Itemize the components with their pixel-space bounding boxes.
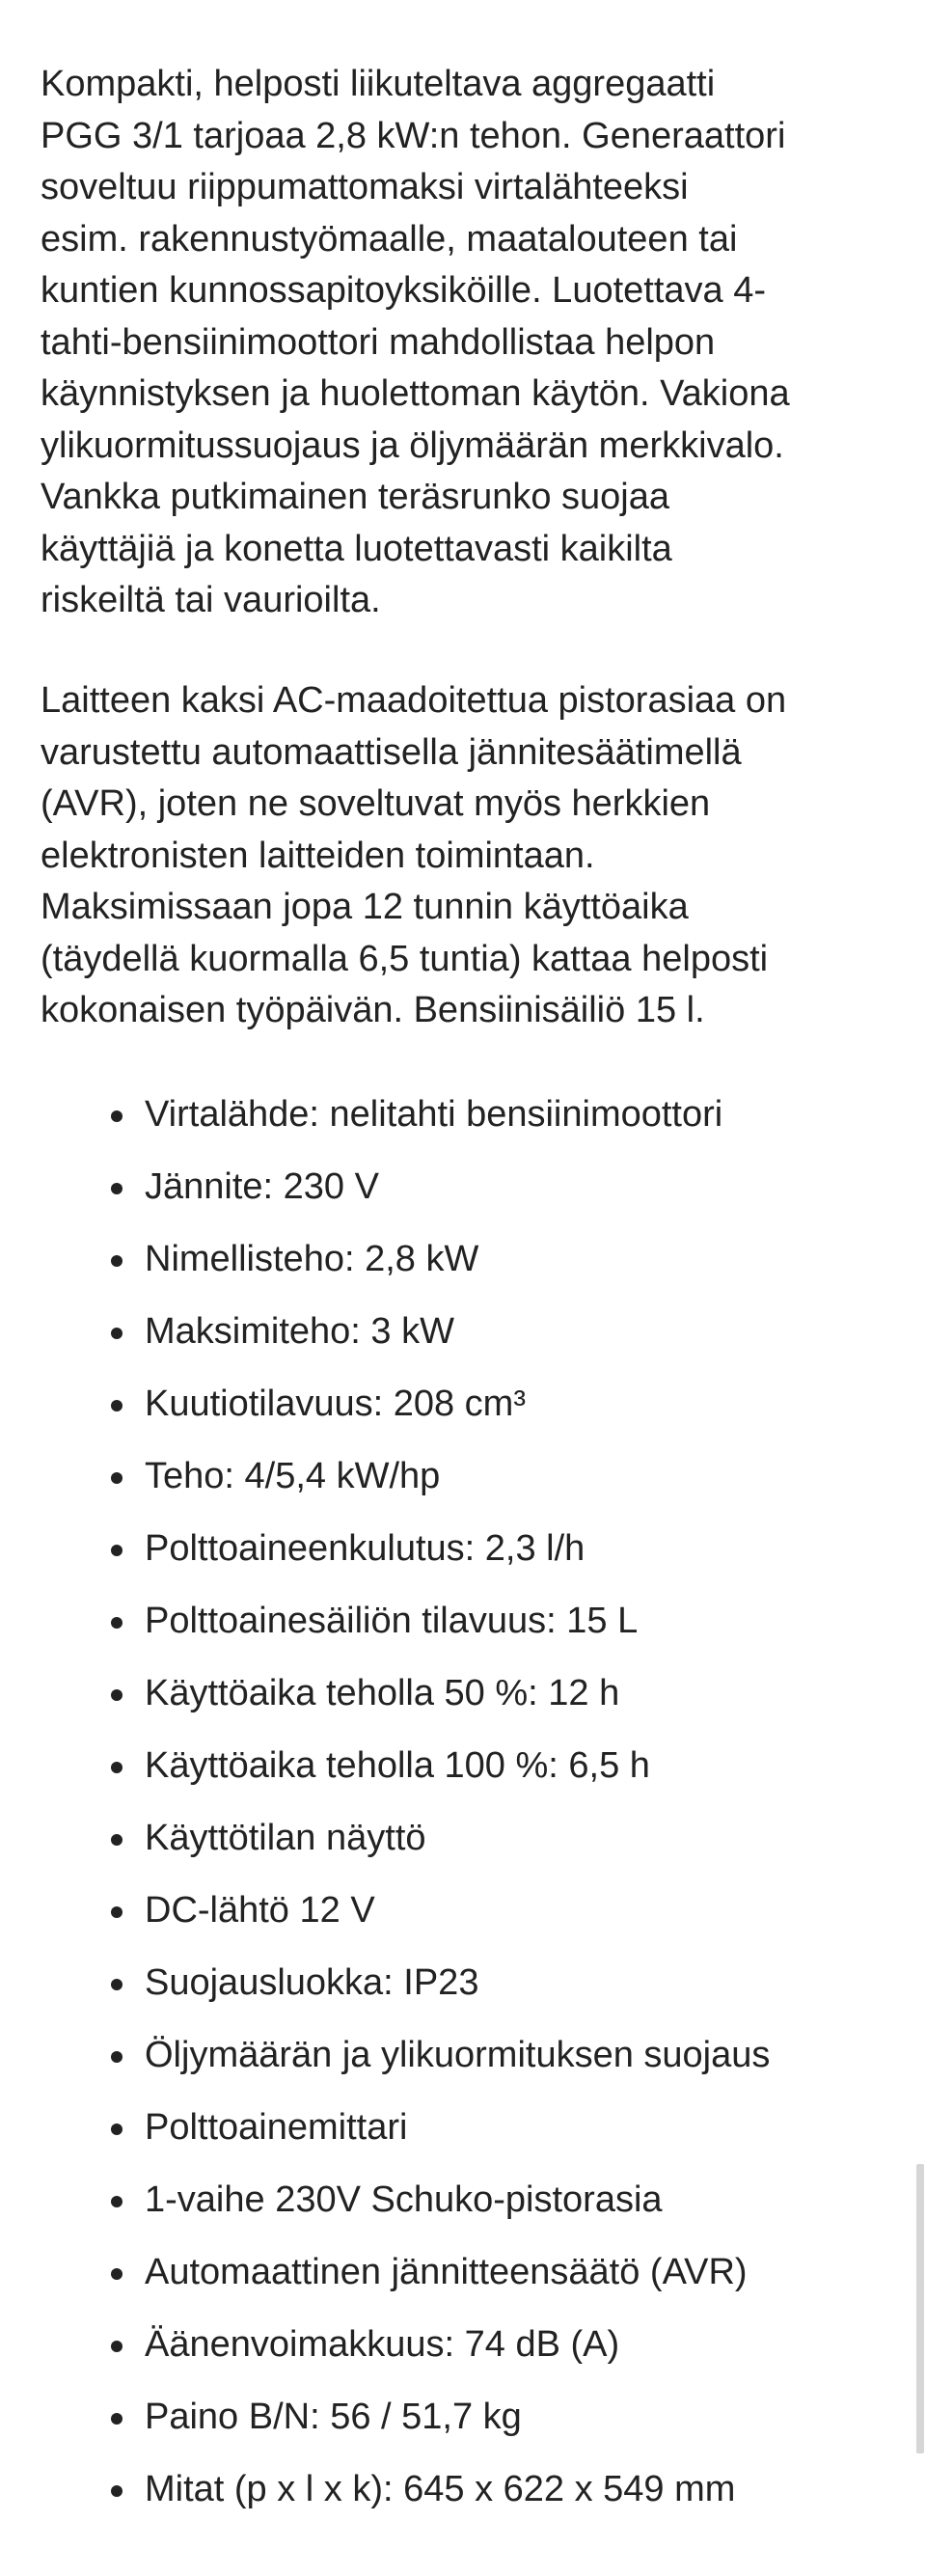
spec-text: Teho: 4/5,4 kW/hp (145, 1456, 441, 1496)
bullet-icon (111, 2051, 123, 2063)
spec-text: Käyttöaika teholla 100 %: 6,5 h (145, 1745, 650, 1786)
spec-item (41, 1738, 889, 1810)
spec-text: Kuutiotilavuus: 208 cm³ (145, 1384, 526, 1424)
spec-item (41, 2316, 889, 2389)
bullet-icon (111, 2124, 123, 2135)
spec-item (41, 1521, 889, 1593)
spec-item (41, 1882, 889, 1955)
spec-item (41, 1593, 889, 1665)
bullet-icon (111, 1979, 123, 1990)
bullet-icon (111, 1689, 123, 1701)
bullet-icon (111, 1617, 123, 1629)
spec-item (41, 2099, 889, 2172)
spec-item (41, 2172, 889, 2244)
spec-text: Maksimiteho: 3 kW (145, 1311, 454, 1352)
spec-item (41, 2389, 889, 2461)
spec-item (41, 1448, 889, 1521)
description-paragraph-1: Kompakti, helposti liikuteltava aggregaatti PGG 3/1 tarjoaa 2,8 kW:n tehon. Generaattori soveltuu riippumattomaksi virtalähteeksi esim. rakennustyömaalle, maatalouteen tai kuntien kunnossapitoyksiköille. Luotettava 4- tahti-bensiinimoottori mahdollistaa helpon käynnistyksen ja huolettoman käytön. Vakiona ylikuormitussuojaus ja öljymäärän merkkivalo. Vankka putkimainen teräsrunko suojaa käyttäjiä ja konetta luotettavasti kaikilta riskeiltä tai vaurioilta. (41, 64, 790, 620)
spec-text: Käyttötilan näyttö (145, 1818, 426, 1858)
spec-item (41, 2244, 889, 2316)
bullet-icon (111, 1400, 123, 1411)
spec-text: Paino B/N: 56 / 51,7 kg (145, 2397, 522, 2437)
spec-text: Polttoaineenkulutus: 2,3 l/h (145, 1528, 586, 1569)
bullet-icon (111, 1328, 123, 1339)
spec-text: Virtalähde: nelitahti bensiinimoottori (145, 1094, 723, 1135)
spec-item (41, 1303, 889, 1376)
bullet-icon (111, 1255, 123, 1267)
bullet-icon (111, 1110, 123, 1122)
spec-item (41, 1231, 889, 1303)
bullet-icon (111, 1545, 123, 1556)
spec-text: Äänenvoimakkuus: 74 dB (A) (145, 2324, 620, 2365)
bullet-icon (111, 2413, 123, 2425)
spec-item (41, 2027, 889, 2099)
bullet-icon (111, 1183, 123, 1194)
scrollbar-thumb[interactable] (916, 2164, 924, 2453)
bullet-icon (111, 2196, 123, 2207)
spec-text: Käyttöaika teholla 50 %: 12 h (145, 1673, 620, 1713)
spec-text: Suojausluokka: IP23 (145, 1962, 479, 2003)
spec-item (41, 1955, 889, 2027)
spec-list (41, 1086, 889, 2534)
spec-text: Automaattinen jännitteensäätö (AVR) (145, 2252, 748, 2292)
spec-text: DC-lähtö 12 V (145, 1890, 375, 1931)
bullet-icon (111, 2341, 123, 2352)
spec-item (41, 1159, 889, 1231)
spec-text: Jännite: 230 V (145, 1166, 379, 1207)
bullet-icon (111, 1472, 123, 1484)
spec-text: 1-vaihe 230V Schuko-pistorasia (145, 2179, 663, 2220)
bullet-icon (111, 1834, 123, 1846)
spec-item (41, 1086, 889, 1159)
spec-text: Öljymäärän ja ylikuormituksen suojaus (145, 2035, 771, 2075)
spec-item (41, 1810, 889, 1882)
spec-text: Mitat (p x l x k): 645 x 622 x 549 mm (145, 2469, 736, 2509)
description-paragraph-2: Laitteen kaksi AC-maadoitettua pistorasiaa on varustettu automaattisella jännitesäätimellä (AVR), joten ne soveltuvat myös herkkien elektronisten laitteiden toimintaan. Maksimissaan jopa 12 tunnin käyttöaika (täydellä kuormalla 6,5 tuntia) kattaa helposti kokonaisen työpäivän. Bensiinisäiliö 15 l. (41, 680, 787, 1030)
bullet-icon (111, 2485, 123, 2497)
spec-item (41, 1376, 889, 1448)
bullet-icon (111, 2268, 123, 2280)
spec-text: Polttoainesäiliön tilavuus: 15 L (145, 1601, 639, 1641)
spec-item (41, 2461, 889, 2534)
spec-item (41, 1665, 889, 1738)
bullet-icon (111, 1906, 123, 1918)
bullet-icon (111, 1762, 123, 1773)
spec-text: Polttoainemittari (145, 2107, 408, 2148)
spec-text: Nimellisteho: 2,8 kW (145, 1239, 479, 1279)
